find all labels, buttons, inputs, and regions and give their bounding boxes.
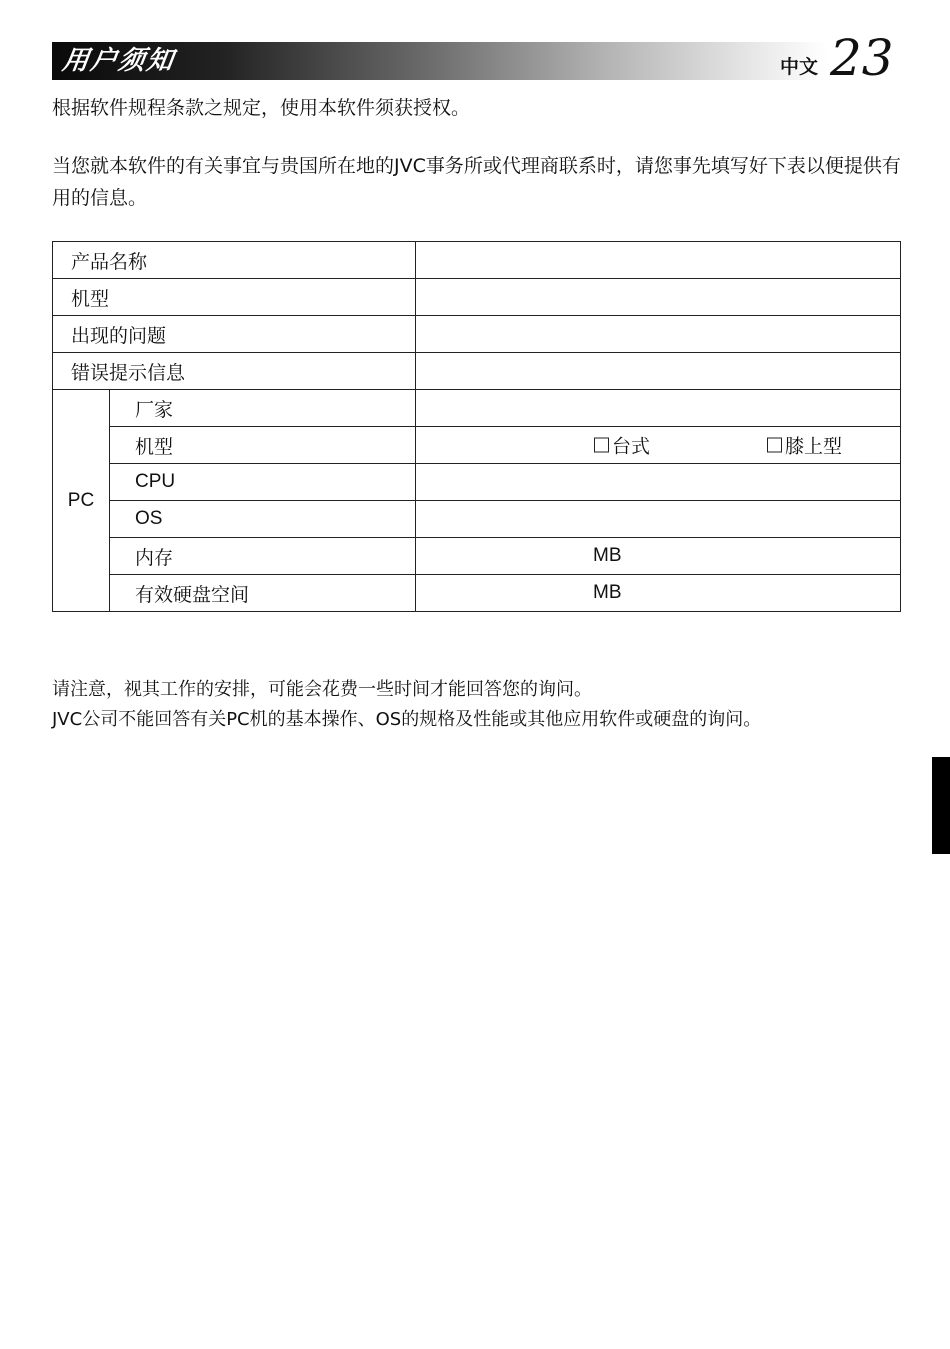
field-pc-model: [416, 427, 901, 464]
language-label: 中文: [780, 56, 819, 78]
intro-paragraph-license: 根据软件规程条款之规定，使用本软件须获授权。: [52, 97, 471, 119]
checkbox-laptop-label: 膝上型: [785, 435, 843, 458]
table-row: [53, 427, 901, 464]
row-label-pc-manufacturer: 厂家: [110, 390, 416, 427]
checkbox-desktop[interactable]: [594, 432, 650, 459]
row-label-pc-memory: 内存: [110, 538, 416, 575]
field-product-name[interactable]: [416, 242, 901, 279]
row-label-product-name: 产品名称: [53, 242, 416, 279]
table-row: [53, 501, 901, 538]
table-row: [53, 279, 901, 316]
table-row: [53, 353, 901, 390]
row-label-pc-disk-space: 有效硬盘空间: [110, 575, 416, 612]
row-label-pc-cpu: CPU: [110, 464, 416, 501]
user-info-form-table: [52, 241, 901, 612]
row-label-pc-model: 机型: [110, 427, 416, 464]
checkbox-icon: [767, 438, 782, 453]
row-label-model: 机型: [53, 279, 416, 316]
page-title: 用户须知: [60, 46, 177, 76]
field-pc-manufacturer[interactable]: [416, 390, 901, 427]
table-row: [53, 575, 901, 612]
pc-group-label: PC: [53, 390, 110, 612]
note-response-time: 请注意，视其工作的安排，可能会花费一些时间才能回答您的询问。: [52, 679, 592, 700]
row-label-pc-os: OS: [110, 501, 416, 538]
table-row: [53, 390, 901, 427]
field-pc-disk-space[interactable]: [416, 575, 901, 612]
field-pc-os[interactable]: [416, 501, 901, 538]
section-tab-marker: [932, 757, 950, 854]
field-model[interactable]: [416, 279, 901, 316]
table-row: [53, 316, 901, 353]
table-row: [53, 464, 901, 501]
field-error-message[interactable]: [416, 353, 901, 390]
disk-space-unit: MB: [593, 582, 622, 603]
memory-unit: MB: [593, 545, 622, 566]
field-problem[interactable]: [416, 316, 901, 353]
checkbox-desktop-label: 台式: [612, 435, 651, 458]
table-row: [53, 242, 901, 279]
checkbox-icon: [594, 438, 609, 453]
field-pc-memory[interactable]: [416, 538, 901, 575]
checkbox-laptop[interactable]: [767, 432, 842, 459]
field-pc-cpu[interactable]: [416, 464, 901, 501]
note-support-scope: JVC公司不能回答有关PC机的基本操作、OS的规格及性能或其他应用软件或硬盘的询问。: [52, 709, 762, 730]
row-label-problem: 出现的问题: [53, 316, 416, 353]
page-number: 23: [830, 29, 894, 87]
intro-paragraph-contact: 当您就本软件的有关事宜与贵国所在地的JVC事务所或代理商联系时，请您事先填写好下表以便提供有用的信息。: [52, 155, 901, 209]
table-row: [53, 538, 901, 575]
row-label-error-message: 错误提示信息: [53, 353, 416, 390]
